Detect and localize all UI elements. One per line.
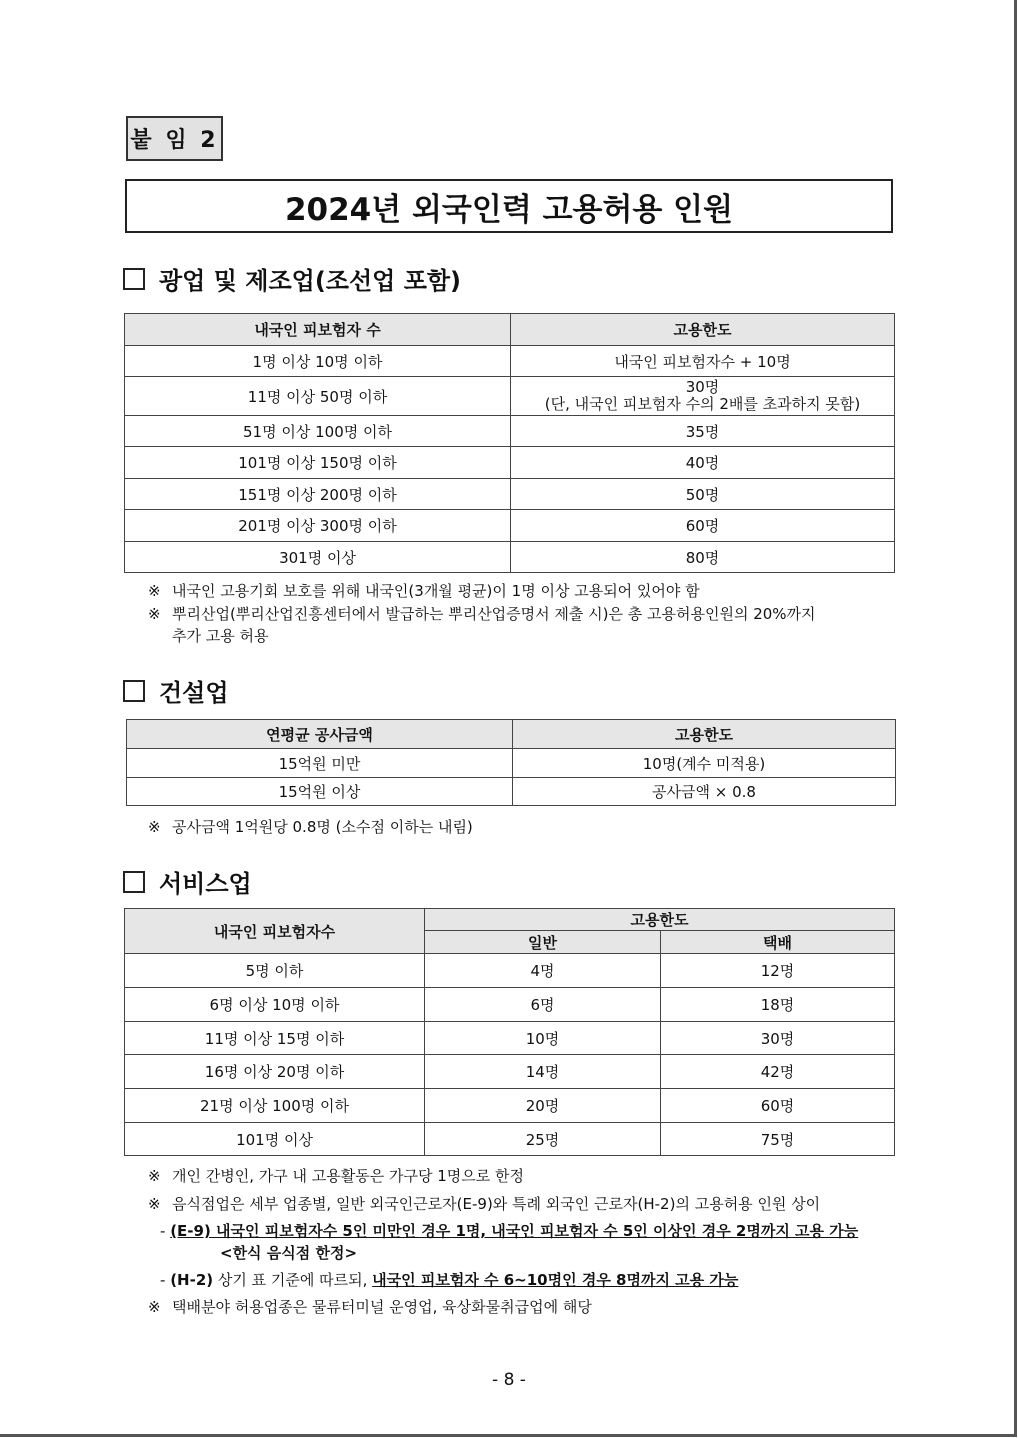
table-row xyxy=(127,749,896,778)
table-cell: 301명 이상 xyxy=(125,542,511,573)
table-cell: 18명 xyxy=(661,988,895,1022)
table-row xyxy=(125,988,895,1022)
note-mark: ※ xyxy=(148,818,161,836)
table-cell: 80명 xyxy=(511,542,895,573)
table-header: 내국인 피보험자수 xyxy=(125,909,425,954)
note-text: 택배분야 허용업종은 물류터미널 운영업, 육상화물취급업에 해당 xyxy=(172,1298,592,1316)
note xyxy=(148,580,700,602)
e9-rule-text: (E-9) 내국인 피보험자수 5인 미만인 경우 1명, 내국인 피보험자 수 5인 이상인 경우 2명까지 고용 가능 xyxy=(170,1222,859,1240)
note xyxy=(148,1165,524,1187)
note-continuation: 추가 고용 허용 xyxy=(172,627,269,645)
section-title: 서비스업 xyxy=(159,870,252,898)
table-row xyxy=(125,1055,895,1089)
table-row xyxy=(125,1022,895,1055)
table-header: 고용한도 xyxy=(425,909,895,931)
table-row xyxy=(125,377,895,416)
note-mark: ※ xyxy=(148,605,161,623)
h2-code: (H-2) xyxy=(170,1271,214,1289)
table-cell: 11명 이상 15명 이하 xyxy=(125,1022,425,1055)
service-table xyxy=(124,908,895,1156)
e9-rule-continuation xyxy=(220,1242,357,1264)
page-title: 2024년 외국인력 고용허용 인원 xyxy=(125,179,893,233)
table-cell: 6명 xyxy=(425,988,661,1022)
table-cell: 1명 이상 10명 이하 xyxy=(125,346,511,377)
table-cell: 42명 xyxy=(661,1055,895,1089)
table-cell: 20명 xyxy=(425,1089,661,1123)
table-cell: 60명 xyxy=(661,1089,895,1123)
table-cell: 40명 xyxy=(511,447,895,479)
note xyxy=(148,816,473,838)
table-row xyxy=(127,778,896,806)
table-cell: 5명 이하 xyxy=(125,954,425,988)
dash: - xyxy=(160,1222,171,1240)
h2-text: 상기 표 기준에 따르되, xyxy=(213,1271,373,1289)
table-cell: 15억원 미만 xyxy=(127,749,513,778)
checkbox-square-icon xyxy=(123,680,145,702)
attachment-tag: 붙 임 2 xyxy=(126,116,223,161)
table-cell: 35명 xyxy=(511,416,895,447)
table-cell: 10명 xyxy=(425,1022,661,1055)
note-text: 뿌리산업(뿌리산업진흥센터에서 발급하는 뿌리산업증명서 제출 시)은 총 고용허용인원의 20%까지 xyxy=(172,605,816,623)
table-row xyxy=(125,542,895,573)
note xyxy=(148,1296,592,1318)
table-cell: 30명 xyxy=(661,1022,895,1055)
dash: - xyxy=(160,1271,171,1289)
table-row xyxy=(125,1089,895,1123)
table-cell: 6명 이상 10명 이하 xyxy=(125,988,425,1022)
h2-rule xyxy=(160,1269,738,1291)
note xyxy=(148,1193,820,1215)
table-row xyxy=(125,416,895,447)
table-cell: 12명 xyxy=(661,954,895,988)
table-cell: 10명(계수 미적용) xyxy=(513,749,896,778)
cell-line: 30명 xyxy=(685,378,720,396)
manufacturing-table xyxy=(124,313,895,573)
table-cell: 공사금액 × 0.8 xyxy=(513,778,896,806)
cell-line: (단, 내국인 피보험자 수의 2배를 초과하지 못함) xyxy=(544,395,861,413)
table-cell: 101명 이상 150명 이하 xyxy=(125,447,511,479)
note-text: 개인 간병인, 가구 내 고용활동은 가구당 1명으로 한정 xyxy=(172,1167,524,1185)
checkbox-square-icon xyxy=(123,871,145,893)
table-cell: 101명 이상 xyxy=(125,1123,425,1156)
section-heading-construction xyxy=(123,673,229,708)
table-row xyxy=(125,1123,895,1156)
note-mark: ※ xyxy=(148,1298,161,1316)
note-text: 공사금액 1억원당 0.8명 (소수점 이하는 내림) xyxy=(172,818,473,836)
note-text: 내국인 고용기회 보호를 위해 내국인(3개월 평균)이 1명 이상 고용되어 있어야 함 xyxy=(172,582,700,600)
table-header: 일반 xyxy=(425,931,661,954)
table-cell: 15억원 이상 xyxy=(127,778,513,806)
table-cell: 75명 xyxy=(661,1123,895,1156)
table-header: 내국인 피보험자 수 xyxy=(125,314,511,346)
h2-rule-bold: 내국인 피보험자 수 6~10명인 경우 8명까지 고용 가능 xyxy=(372,1271,739,1289)
note-mark: ※ xyxy=(148,1195,161,1213)
table-cell xyxy=(511,377,895,416)
e9-rule xyxy=(160,1220,858,1242)
note xyxy=(148,603,816,625)
table-header: 고용한도 xyxy=(513,720,896,749)
table-cell: 16명 이상 20명 이하 xyxy=(125,1055,425,1089)
page-number: - 8 - xyxy=(492,1370,526,1390)
table-header: 고용한도 xyxy=(511,314,895,346)
table-cell: 25명 xyxy=(425,1123,661,1156)
table-row xyxy=(125,346,895,377)
table-row xyxy=(125,479,895,510)
section-heading-service xyxy=(123,864,252,899)
table-row xyxy=(125,954,895,988)
table-header: 연평균 공사금액 xyxy=(127,720,513,749)
section-heading-manufacturing xyxy=(123,261,461,296)
table-cell: 50명 xyxy=(511,479,895,510)
table-cell: 151명 이상 200명 이하 xyxy=(125,479,511,510)
table-cell: 60명 xyxy=(511,510,895,542)
table-cell: 11명 이상 50명 이하 xyxy=(125,377,511,416)
construction-table xyxy=(126,719,896,806)
table-row xyxy=(125,447,895,479)
table-cell: 201명 이상 300명 이하 xyxy=(125,510,511,542)
section-title: 건설업 xyxy=(159,679,229,707)
note-mark: ※ xyxy=(148,582,161,600)
e9-rule-note: <한식 음식점 한정> xyxy=(220,1244,358,1262)
table-cell: 4명 xyxy=(425,954,661,988)
table-cell: 51명 이상 100명 이하 xyxy=(125,416,511,447)
table-cell: 21명 이상 100명 이하 xyxy=(125,1089,425,1123)
note-text: 음식점업은 세부 업종별, 일반 외국인근로자(E-9)와 특례 외국인 근로자(H-2)의 고용허용 인원 상이 xyxy=(172,1195,821,1213)
table-cell: 14명 xyxy=(425,1055,661,1089)
table-row xyxy=(125,510,895,542)
table-cell: 내국인 피보험자수 + 10명 xyxy=(511,346,895,377)
section-title: 광업 및 제조업(조선업 포함) xyxy=(159,267,462,295)
note-mark: ※ xyxy=(148,1167,161,1185)
table-header: 택배 xyxy=(661,931,895,954)
checkbox-square-icon xyxy=(123,268,145,290)
